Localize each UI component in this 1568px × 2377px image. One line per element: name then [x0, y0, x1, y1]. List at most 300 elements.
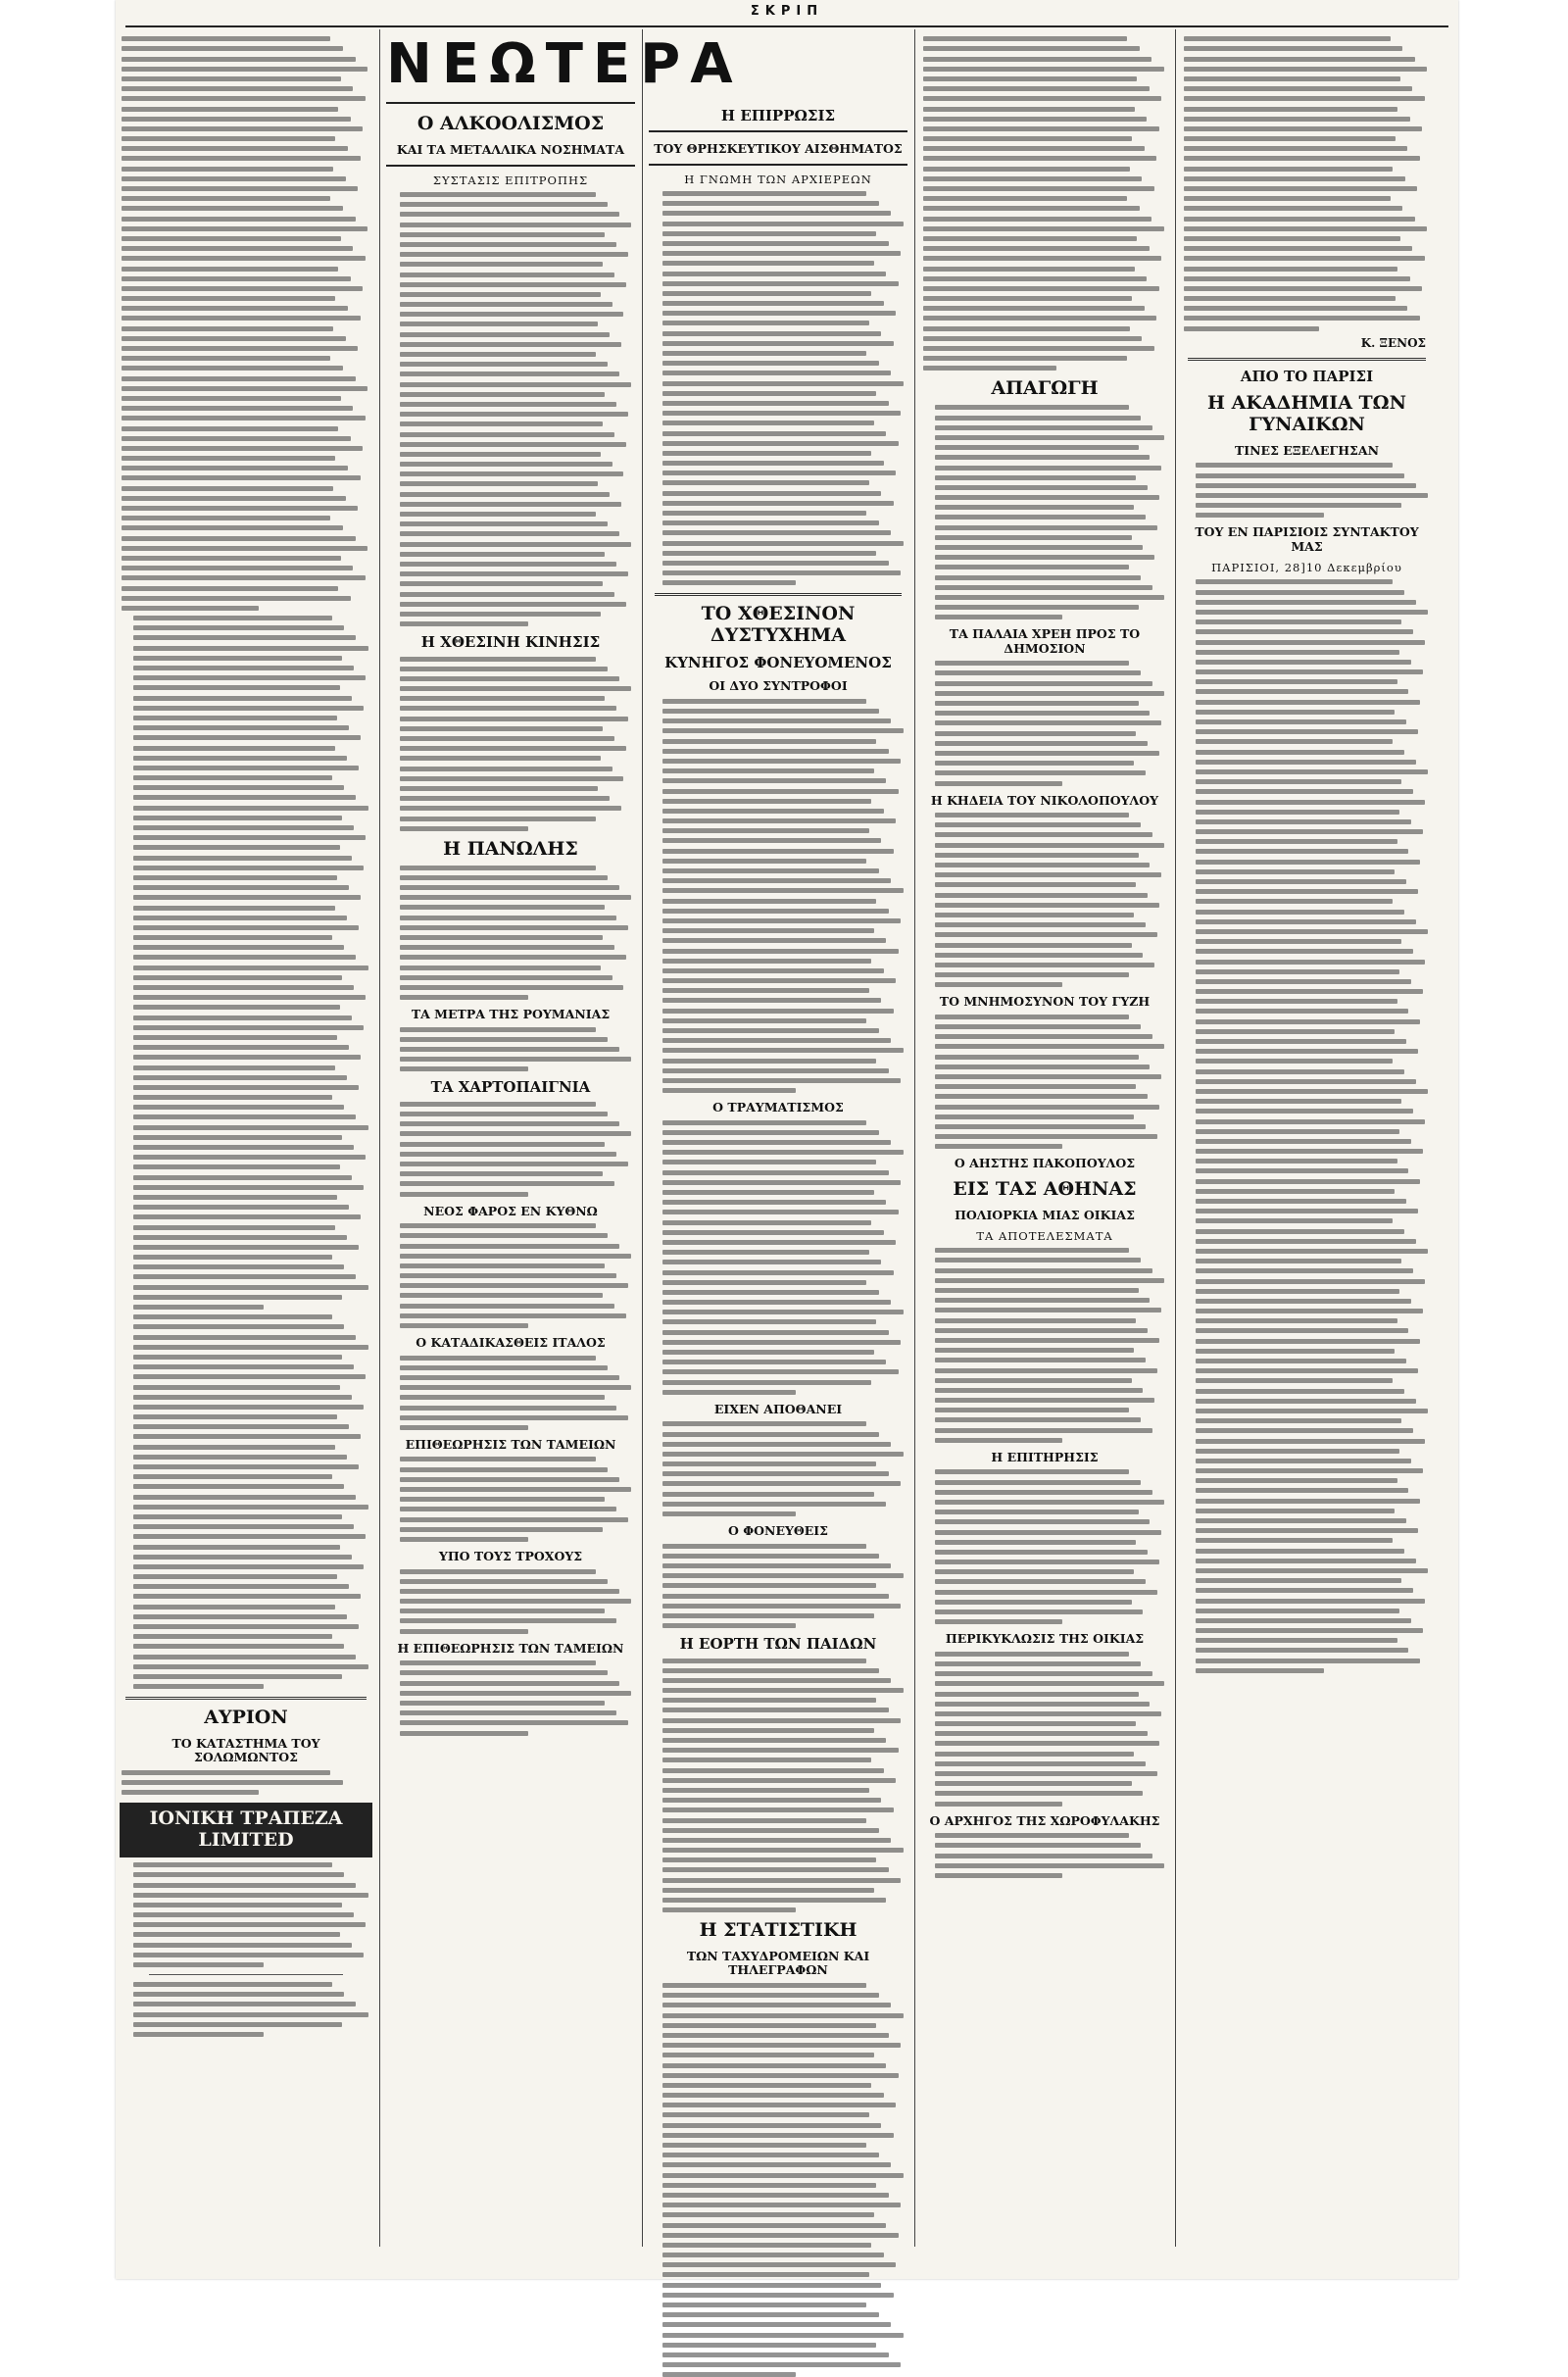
text-line — [662, 321, 869, 325]
text-line — [662, 1310, 904, 1314]
text-line — [1196, 1259, 1401, 1263]
text-line — [923, 206, 1140, 211]
text-line — [1196, 1559, 1416, 1563]
text-line — [662, 799, 871, 804]
text-line — [122, 386, 368, 391]
text-line — [935, 1105, 1159, 1110]
text-line — [935, 893, 1148, 898]
text-line — [1196, 1528, 1418, 1533]
text-line — [1196, 1359, 1406, 1363]
text-line — [1196, 689, 1408, 694]
text-line — [935, 1417, 1141, 1422]
text-line — [400, 402, 616, 407]
text-line — [662, 2143, 866, 2148]
text-line — [133, 1195, 337, 1200]
article-body — [386, 1457, 635, 1542]
text-line — [122, 186, 358, 191]
text-line — [400, 562, 616, 567]
text-line — [133, 916, 347, 920]
text-line — [400, 1181, 614, 1186]
text-line — [1184, 86, 1412, 91]
text-line — [935, 1328, 1148, 1333]
text-line — [133, 1235, 347, 1240]
text-line — [133, 1025, 364, 1030]
text-line — [935, 1338, 1159, 1343]
text-line — [662, 998, 881, 1003]
text-line — [935, 1065, 1150, 1069]
text-line — [1196, 1638, 1397, 1643]
text-line — [1196, 969, 1399, 974]
text-line — [923, 67, 1164, 72]
text-line — [133, 806, 368, 811]
text-line — [662, 1604, 901, 1609]
text-line — [662, 2173, 904, 2178]
text-line — [662, 699, 866, 704]
text-line — [400, 1047, 619, 1052]
text-line — [133, 1634, 332, 1639]
text-line — [662, 2312, 879, 2317]
text-line — [662, 1907, 796, 1912]
text-line — [1196, 1149, 1423, 1154]
text-line — [923, 236, 1137, 241]
text-line — [133, 1285, 368, 1290]
text-line — [662, 1360, 886, 1364]
text-line — [400, 502, 621, 507]
headline: Η ΣΤΑΤΙΣΤΙΚΗ — [699, 1919, 858, 1942]
text-line — [133, 1245, 359, 1250]
subheadline: ΚΥΝΗΓΟΣ ΦΟΝΕΥΟΜΕΝΟΣ — [664, 654, 892, 672]
text-line — [133, 735, 361, 740]
text-line — [935, 575, 1141, 580]
text-line — [662, 1554, 879, 1559]
text-line — [662, 2283, 881, 2288]
text-line — [133, 1145, 354, 1150]
article-body — [120, 1314, 372, 1689]
text-line — [122, 426, 338, 431]
text-line — [662, 1788, 869, 1793]
text-line — [122, 496, 346, 501]
text-line — [400, 1589, 619, 1594]
text-line — [662, 859, 866, 864]
text-line — [400, 1395, 605, 1400]
text-line — [935, 1094, 1148, 1099]
text-line — [1196, 513, 1324, 518]
article-body — [120, 1862, 372, 1967]
text-line — [1196, 839, 1397, 844]
text-line — [400, 1487, 631, 1492]
text-line — [662, 1230, 884, 1235]
text-line — [935, 913, 1134, 917]
text-line — [935, 770, 1146, 775]
text-line — [400, 1527, 603, 1532]
article-body — [120, 616, 372, 1310]
text-line — [1196, 1129, 1399, 1134]
text-line — [1196, 1049, 1418, 1054]
text-line — [1184, 236, 1400, 241]
headline: Η ΠΑΝΩΛΗΣ — [443, 837, 578, 860]
text-line — [133, 1982, 332, 1987]
text-line — [133, 775, 332, 780]
text-line — [122, 1770, 330, 1775]
text-line — [662, 1170, 889, 1175]
text-line — [662, 570, 901, 575]
text-line — [1184, 267, 1397, 272]
text-line — [1196, 1089, 1428, 1094]
text-line — [923, 86, 1150, 91]
text-line — [1184, 256, 1425, 261]
text-line — [400, 322, 598, 326]
text-line — [400, 796, 610, 801]
text-line — [400, 531, 619, 536]
text-line — [122, 67, 368, 72]
text-line — [935, 1731, 1148, 1736]
text-line — [400, 342, 621, 347]
text-line — [122, 336, 346, 341]
text-line — [122, 136, 335, 141]
text-line — [923, 196, 1127, 201]
text-line — [662, 1758, 871, 1762]
text-line — [133, 1065, 335, 1070]
text-line — [1184, 296, 1396, 301]
text-line — [133, 1614, 347, 1619]
text-line — [935, 972, 1129, 977]
text-line — [133, 1903, 342, 1907]
text-line — [935, 1288, 1139, 1293]
text-line — [662, 1544, 866, 1549]
text-line — [133, 716, 337, 720]
text-line — [133, 1534, 366, 1539]
text-line — [662, 1390, 796, 1395]
column-4 — [921, 31, 1168, 2247]
text-line — [662, 381, 904, 386]
article-body — [649, 1120, 907, 1395]
text-line — [935, 545, 1143, 550]
text-line — [662, 949, 899, 954]
text-line — [1196, 619, 1401, 624]
text-line — [1196, 1168, 1408, 1173]
text-line — [1196, 669, 1423, 674]
subheadline: ΤΟΥ ΕΝ ΠΑΡΙΣΙΟΙΣ ΣΥΝΤΑΚΤΟΥ ΜΑΣ — [1195, 524, 1419, 554]
text-line — [662, 371, 891, 375]
text-line — [935, 953, 1143, 958]
text-line — [935, 872, 1161, 877]
text-line — [935, 1590, 1157, 1595]
text-line — [923, 326, 1130, 331]
text-line — [122, 57, 356, 62]
text-line — [1184, 226, 1427, 231]
text-line — [662, 1140, 891, 1145]
text-line — [662, 938, 886, 943]
text-line — [1196, 789, 1413, 794]
text-line — [935, 495, 1159, 500]
text-line — [662, 1421, 866, 1426]
text-line — [935, 1752, 1134, 1757]
text-line — [400, 717, 628, 721]
text-line — [662, 1200, 886, 1205]
text-line — [400, 1102, 596, 1107]
text-line — [400, 995, 528, 1000]
text-line — [1196, 600, 1416, 605]
text-line — [122, 575, 366, 580]
text-line — [923, 267, 1135, 272]
text-line — [133, 795, 356, 800]
text-line — [400, 726, 603, 731]
text-line — [662, 1888, 874, 1893]
text-line — [1196, 1628, 1423, 1633]
text-line — [122, 96, 366, 101]
text-line — [662, 1659, 866, 1663]
text-line — [400, 1691, 631, 1696]
text-line — [1196, 860, 1420, 865]
text-line — [400, 676, 619, 681]
text-line — [662, 888, 904, 893]
article-body — [921, 1652, 1168, 1807]
text-line — [400, 1192, 528, 1197]
text-line — [662, 1160, 876, 1164]
text-line — [662, 391, 876, 396]
text-line — [133, 1135, 342, 1140]
text-line — [1196, 1368, 1418, 1373]
text-line — [935, 1721, 1136, 1726]
text-line — [122, 1790, 259, 1795]
text-line — [662, 1718, 901, 1723]
text-line — [662, 2322, 891, 2327]
text-line — [935, 445, 1139, 450]
text-line — [1196, 739, 1393, 744]
text-line — [133, 1862, 332, 1867]
text-line — [662, 2193, 889, 2198]
text-line — [935, 455, 1150, 460]
subheadline: ΤΟΥ ΘΡΗΣΚΕΥΤΙΚΟΥ ΑΙΣΘΗΜΑΤΟΣ — [654, 141, 903, 157]
text-line — [662, 441, 899, 446]
text-line — [133, 1374, 366, 1379]
text-line — [662, 709, 879, 714]
subheadline: ΕΙΧΕΝ ΑΠΟΘΑΝΕΙ — [713, 1401, 843, 1416]
text-line — [122, 516, 330, 520]
text-line — [1196, 800, 1425, 805]
text-line — [923, 296, 1132, 301]
text-line — [400, 1385, 631, 1390]
text-line — [662, 1492, 874, 1497]
text-line — [935, 1134, 1157, 1139]
text-line — [662, 2133, 894, 2138]
text-line — [662, 272, 886, 276]
text-line — [935, 761, 1134, 766]
text-line — [133, 1455, 347, 1460]
text-line — [1196, 473, 1404, 478]
text-line — [133, 1664, 368, 1669]
text-line — [400, 1710, 616, 1715]
text-line — [662, 401, 889, 406]
text-line — [662, 561, 889, 566]
text-line — [1196, 849, 1408, 854]
text-line — [935, 1711, 1161, 1716]
text-line — [1196, 1279, 1425, 1284]
text-line — [935, 1781, 1132, 1786]
text-line — [935, 882, 1136, 887]
text-line — [133, 1095, 332, 1100]
text-line — [662, 778, 886, 783]
text-line — [133, 1264, 344, 1269]
text-line — [133, 1305, 264, 1310]
text-line — [122, 456, 335, 461]
text-line — [935, 1791, 1143, 1796]
text-line — [662, 1210, 899, 1214]
text-line — [122, 236, 341, 241]
text-line — [133, 1345, 368, 1350]
text-line — [122, 536, 356, 541]
text-line — [662, 2293, 894, 2298]
text-line — [122, 267, 338, 272]
text-line — [133, 1424, 349, 1429]
text-line — [923, 136, 1132, 141]
text-line — [400, 1356, 596, 1361]
text-line — [935, 1579, 1146, 1584]
text-line — [400, 746, 626, 751]
article-body — [921, 405, 1168, 619]
text-line — [1196, 869, 1395, 874]
text-line — [662, 1130, 879, 1135]
text-line — [400, 696, 605, 701]
text-line — [1184, 117, 1410, 122]
text-line — [1196, 610, 1428, 615]
text-line — [662, 281, 899, 286]
text-line — [133, 845, 340, 850]
text-line — [133, 1015, 352, 1020]
text-line — [662, 1993, 879, 1998]
text-line — [133, 616, 332, 620]
text-line — [935, 741, 1148, 746]
text-line — [935, 1702, 1150, 1707]
text-line — [662, 1180, 901, 1185]
text-line — [1196, 1549, 1404, 1554]
text-line — [935, 525, 1157, 530]
text-line — [1196, 1189, 1395, 1194]
text-line — [662, 351, 866, 356]
text-line — [662, 461, 884, 466]
subheadline: Ο ΑΡΧΗΓΟΣ ΤΗΣ ΧΩΡΟΦΥΛΑΚΗΣ — [929, 1812, 1160, 1828]
text-line — [662, 2083, 871, 2088]
text-line — [935, 1560, 1159, 1564]
text-line — [133, 975, 342, 980]
text-line — [400, 602, 626, 607]
text-line — [662, 2123, 881, 2128]
text-line — [133, 2022, 342, 2027]
text-line — [662, 718, 891, 723]
text-line — [1184, 96, 1425, 101]
text-line — [400, 332, 610, 337]
text-line — [662, 739, 876, 744]
text-line — [935, 1652, 1129, 1657]
text-line — [133, 1335, 356, 1340]
text-line — [122, 286, 363, 291]
text-line — [923, 96, 1161, 101]
text-line — [122, 206, 343, 211]
text-line — [400, 756, 601, 761]
article-body — [649, 699, 907, 1093]
text-line — [662, 1808, 894, 1812]
text-line — [400, 312, 623, 317]
text-line — [133, 1564, 364, 1569]
text-line — [1196, 1648, 1408, 1653]
text-line — [133, 995, 366, 1000]
text-line — [400, 1066, 528, 1071]
subheadline: ΤΙΝΕΣ ΕΞΕΛΕΓΗΣΑΝ — [1234, 442, 1379, 458]
article-continuation — [1182, 36, 1432, 330]
text-line — [1196, 1268, 1413, 1273]
text-line — [662, 1623, 796, 1628]
text-line — [1196, 889, 1418, 894]
text-line — [662, 959, 871, 964]
text-line — [1184, 107, 1397, 112]
text-line — [400, 521, 608, 526]
text-line — [400, 292, 601, 297]
text-line — [400, 1517, 628, 1522]
text-line — [935, 1368, 1157, 1373]
text-line — [923, 366, 1056, 371]
text-line — [1184, 126, 1422, 131]
text-line — [935, 1550, 1148, 1555]
text-line — [935, 813, 1129, 817]
text-line — [662, 530, 891, 535]
text-line — [662, 1748, 899, 1753]
headline: Η ΕΟΡΤΗ ΤΩΝ ΠΑΙΔΩΝ — [679, 1635, 877, 1654]
text-line — [662, 1270, 894, 1275]
text-line — [122, 176, 346, 181]
headline: Η ΑΚΑΔΗΜΙΑ ΤΩΝ ΓΥΝΑΙΚΩΝ — [1207, 392, 1406, 435]
text-line — [400, 442, 626, 447]
text-line — [400, 1731, 528, 1736]
text-line — [400, 1415, 628, 1420]
text-line — [923, 346, 1154, 351]
text-line — [662, 1018, 866, 1023]
text-line — [400, 412, 628, 417]
text-line — [935, 1490, 1152, 1495]
text-line — [935, 822, 1141, 827]
text-line — [935, 1428, 1152, 1433]
text-line — [662, 2153, 879, 2157]
text-line — [122, 416, 366, 421]
text-line — [1196, 1499, 1420, 1504]
text-line — [1196, 679, 1397, 684]
text-line — [662, 2243, 871, 2248]
text-line — [1196, 1328, 1408, 1333]
text-line — [133, 1474, 332, 1479]
text-line — [1196, 910, 1404, 915]
text-line — [400, 592, 614, 597]
text-line — [1196, 1249, 1428, 1254]
text-line — [662, 768, 874, 773]
text-line — [1196, 700, 1420, 705]
text-line — [400, 1323, 528, 1328]
text-line — [133, 1605, 335, 1609]
text-line — [1196, 949, 1413, 954]
text-line — [1196, 1389, 1404, 1394]
text-line — [133, 1872, 344, 1877]
text-line — [662, 2203, 901, 2207]
text-line — [662, 261, 874, 266]
article-body — [386, 192, 635, 626]
text-line — [923, 336, 1142, 341]
text-line — [1196, 1119, 1425, 1124]
headline: ΕΠΙΘΕΩΡΗΣΙΣ ΤΩΝ ΤΑΜΕΙΩΝ — [405, 1436, 616, 1452]
text-line — [1196, 1009, 1408, 1014]
text-line — [122, 596, 351, 601]
text-line — [662, 1848, 904, 1853]
text-line — [400, 1365, 608, 1370]
text-line — [1196, 879, 1406, 884]
text-line — [1196, 1079, 1416, 1084]
